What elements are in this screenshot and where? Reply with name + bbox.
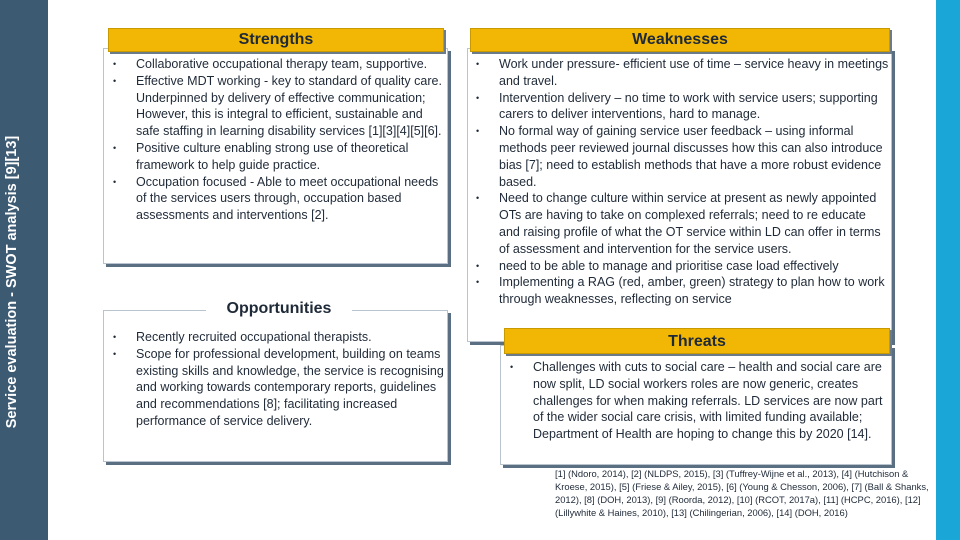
opportunities-item-2: • Scope for professional development, building on teams existing skills and knowledge, the service is recognising and working towards contemporary reports, guidelines and recommendations [8]; facilitating increased performance of service delivery. [109,346,445,430]
strengths-list [109,56,445,224]
opportunities-list [109,329,445,430]
opportunities-header: Opportunities [206,298,352,322]
weaknesses-item-3: • No formal way of gaining service user feedback – using informal methods peer reviewed journal discusses how this can also introduce bias [7]; need to establish methods that have a more robust evidence based. [472,123,890,190]
right-accent-bar [936,0,960,540]
opportunities-item-1: • Recently recruited occupational therapists. [109,329,445,346]
strengths-header: Strengths [108,28,444,52]
vertical-slide-title: Service evaluation - SWOT analysis [9][13] [4,135,20,429]
strengths-item-2: • Effective MDT working - key to standard of quality care. Underpinned by delivery of effective communication; However, this is integral to efficient, sustainable and safe staffing in learning disability services [1][3][4][5][6]. [109,73,445,140]
weaknesses-item-2: • Intervention delivery – no time to work with service users; supporting carers to deliver interventions, hard to manage. [472,90,890,124]
weaknesses-item-4: • Need to change culture within service at present as newly appointed OTs are having to take on complexed referrals; need to re educate and raising profile of what the OT service within LD can offer in terms of assessment and intervention for the service users. [472,190,890,257]
weaknesses-list [472,56,890,308]
references-footnote: [1] (Ndoro, 2014), [2] (NLDPS, 2015), [3] (Tuffrey-Wijne et al., 2013), [4] (Hutchison & Kroese, 2015), [5] (Friese & Ailey, 2015), [6] (Young & Chesson, 2006), [7] (Ball & Shanks, 2012), [8] (DOH, 2013), [9] (Roorda, 2012), [10] (RCOT, 2017a), [11] (HCPC, 2016), [12] (Lillywhite & Haines, 2010), [13] (Chilingerian, 2006), [14] (DOH, 2016) [555,468,929,518]
threats-list [506,359,886,443]
weaknesses-header: Weaknesses [470,28,890,52]
strengths-item-4: • Occupation focused - Able to meet occupational needs of the services users through, occupation based assessments and interventions [2]. [109,174,445,224]
weaknesses-item-1: • Work under pressure- efficient use of time – service heavy in meetings and travel. [472,56,890,90]
strengths-item-3: • Positive culture enabling strong use of theoretical framework to help guide practice. [109,140,445,174]
weaknesses-item-6: • Implementing a RAG (red, amber, green) strategy to plan how to work through weaknesses, reflecting on service [472,274,890,308]
threats-header: Threats [504,328,890,354]
weaknesses-content-clip [470,56,890,328]
weaknesses-item-5: • need to be able to manage and prioritise case load effectively [472,258,890,275]
strengths-item-1: • Collaborative occupational therapy team, supportive. [109,56,445,73]
threats-item-1: • Challenges with cuts to social care – health and social care are now split, LD social workers roles are now generic, creates challenges for when making referrals. LD services are now part of the wider social care crisis, with limited funding available; Department of Health are hoping to change this by 2020 [14]. [506,359,886,443]
